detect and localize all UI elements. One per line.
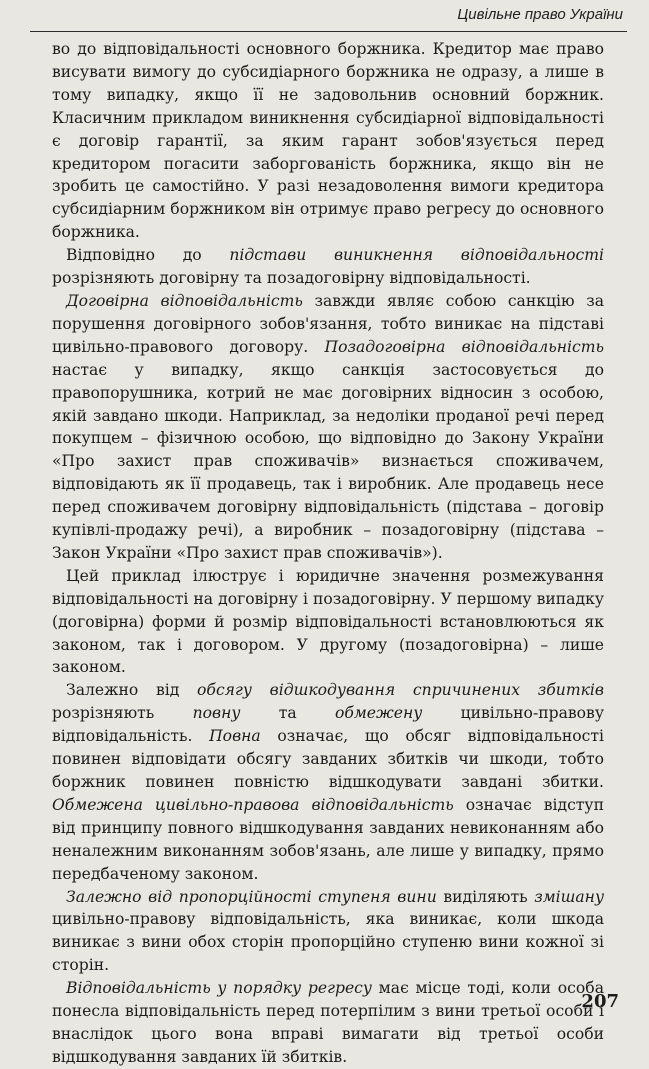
italic-term: повну (192, 704, 241, 723)
italic-term: Обмежена цивільно-правова відповідальність (52, 795, 454, 814)
text-run: Залежно від (66, 681, 198, 700)
text-run: виділяють (436, 887, 535, 906)
paragraph (52, 886, 604, 978)
running-title: Цивільне право України (457, 6, 623, 23)
text-run: розрізняють договірну та позадоговірну відповідальності. (52, 269, 531, 288)
page-number: 207 (581, 991, 619, 1012)
text-run: настає у випадку, якщо санкція застосовується до правопорушника, котрий не має договірних відносин з особою, якій завдано шкоди. Наприклад, за недоліки проданої речі перед покупцем – фізичною особою, що відповідно до Закону України «Про захист прав споживачів» визнається споживачем, відповідають як її продавець, так і виробник. Але продавець несе перед споживачем договірну відповідальність (підстава – договір купівлі-продажу речі), а виробник – позадоговірну (підстава – Закон України «Про захист прав споживачів»). (52, 360, 604, 562)
italic-term: Повна (209, 727, 261, 746)
italic-term: Позадоговірна відповідальність (324, 337, 604, 356)
page-body (52, 38, 604, 1069)
paragraph (52, 38, 604, 244)
text-run: означає відступ від принципу повного відшкодування завданих невиконанням або неналежним виконанням зобов'язань, але лише у випадку, прямо передбаченому законом. (52, 795, 604, 883)
text-run: має місце тоді, коли особа понесла відповідальність перед потерпілим з вини третьої особи і внаслідок цього вона вправі вимагати від третьої особи відшкодування завданих їй збитків. (52, 979, 604, 1066)
paragraph (52, 244, 604, 290)
italic-term: обмежену (334, 704, 423, 723)
text-run: та (240, 704, 335, 723)
paragraph (52, 565, 604, 680)
paragraph (52, 977, 604, 1069)
text-run: розрізняють (52, 704, 193, 723)
header-rule (30, 31, 627, 32)
text-run: цивільно-правову відповідальність. (52, 704, 605, 746)
text-run: во до відповідальності основного боржника. Кредитор має право висувати вимогу до субсидіарного боржника не одразу, а лише в тому випадку, якщо її не задовольнив основний боржник. Класичним прикладом виникнення субсидіарної відповідальності є договір гарантії, за яким гарант зобов'язується перед кредитором погасити заборгованість боржника, якщо він не зробить це самостійно. У разі незадоволення вимоги кредитора субсидіарним боржником він отримує право регресу до основного боржника. (52, 40, 604, 242)
text-run: Відповідно до (66, 246, 230, 265)
text-run: цивільно-правову відповідальність, яка виникає, коли шкода виникає з вини обох сторін пропорційно ступеню вини кожної зі сторін. (52, 910, 604, 975)
paragraph (52, 679, 604, 885)
text-run: завжди являє собою санкцію за порушення договірного зобов'язання, тобто виникає на підставі цивільно-правового договору. (52, 291, 604, 356)
text-run: означає, що обсяг відповідальності повинен відповідати обсягу завданих збитків чи шкоди, тобто боржник повинен повністю відшкодувати завдані збитки. (52, 727, 605, 791)
italic-term: Залежно від пропорційності ступеня вини (66, 887, 437, 906)
italic-term: Відповідальність у порядку регресу (66, 979, 372, 998)
italic-term: Договірна відповідальність (66, 291, 303, 310)
italic-term: обсягу відшкодування спричинених збитків (197, 681, 604, 700)
text-run: Цей приклад ілюструє і юридичне значення розмежування відповідальності на договірну і позадоговірну. У першому випадку (договірна) форми й розмір відповідальності встановлюються як законом, так і договором. У другому (позадоговірна) – лише законом. (52, 566, 604, 677)
italic-term: підстави виникнення відповідальності (229, 246, 604, 265)
italic-term: змішану (534, 887, 604, 906)
paragraph (52, 290, 604, 565)
